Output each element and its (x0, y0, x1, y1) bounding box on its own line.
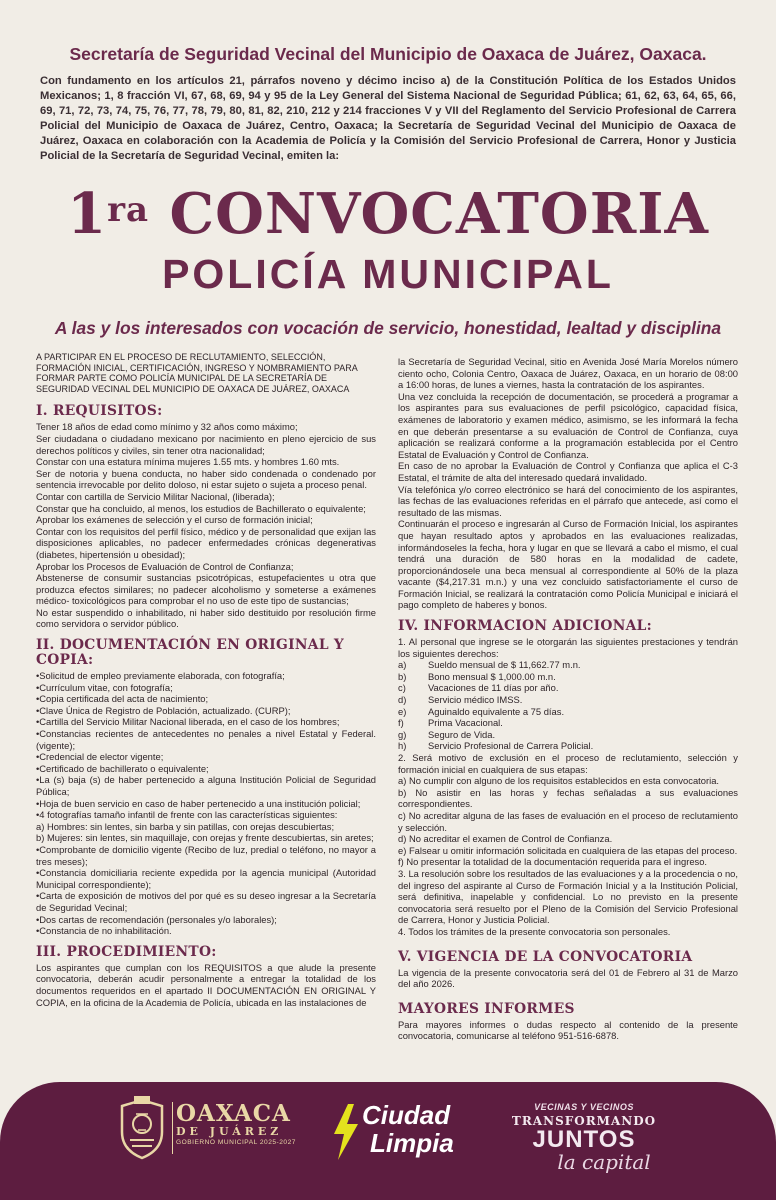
procedimiento-paragraph: Continuarán el proceso e ingresarán al Curso de Formación Inicial, los aspirantes que hayan resultado aptos y aprobados en las evaluaciones realizadas, informándoseles la fecha, hora y lugar en que se llevará a cabo el mismo, el cual tendrá una duración de 580 horas en la modalidad de cadete, proporcionándosele una beca mensual al correspondiente al 50% de la plaza vacante ($4,217.31 m.n.) y una vez concluido satisfactoriamente el curso de Formación Inicial, se realizará la contratación como Policía Municipal e iniciará el pago completo de haberes y bonos. (398, 518, 738, 611)
documento-item: •Hoja de buen servicio en caso de haber pertenecido a una institución policial; (36, 797, 361, 809)
procedimiento-paragraph: En caso de no aprobar la Evaluación de Control y Confianza que aplica el C-3 Estatal, el trámite de alta del interesado quedará invalidado. (398, 460, 738, 483)
documentacion-list (36, 670, 376, 937)
right-column (398, 356, 738, 1042)
documento-item: b) Mujeres: sin lentes, sin maquillaje, con orejas y frente descubiertas, sin aretes; (36, 832, 374, 844)
transformando-juntos-logo (504, 1102, 664, 1182)
prestacion-item (398, 694, 738, 706)
tagline: A las y los interesados con vocación de servicio, honestidad, lealtad y disciplina (54, 318, 722, 338)
exclusion-item: f) No presentar la totalidad de la documentación requerida para el ingreso. (398, 856, 708, 868)
vigencia-text: La vigencia de la presente convocatoria será del 01 de Febrero al 31 de Marzo del año 2026. (398, 966, 738, 990)
documento-item: •Comprobante de domicilio vigente (Recibo de luz, predial o teléfono, no mayor a tres meses); (36, 843, 376, 867)
prestacion-key: g) (398, 728, 407, 740)
resolution-text: 3. La resolución sobre los resultados de las evaluaciones y a la procedencia o no, del ingreso del aspirante al Curso de Formación Inicial y a la Institución Policial, será definitiva, inapelable y confidencial. Lo no previsto en la presente convocatoria será resuelto por el Pleno de la Comisión del Servicio Profesional de Carrera, Honor y Justicia Policial. (398, 867, 738, 926)
requisito-item: Constar con una estatura mínima mujeres 1.55 mts. y hombres 1.60 mts. (36, 456, 340, 468)
lead-paragraph: A PARTICIPAR EN EL PROCESO DE RECLUTAMIENTO, SELECCIÓN, FORMACIÓN INICIAL, CERTIFICACIÓN, INGRESO Y NOMBRAMIENTO PARA FORMAR PARTE COMO POLICÍA MUNICIPAL DE LA SECRETARÍA DE SEGURIDAD VECINAL DEL MUNICIPIO DE OAXACA DE JUÁREZ, OAXACA (36, 352, 358, 394)
documento-item: •Constancias recientes de antecedentes no penales a nivel Estatal y Federal. (vigente); (36, 728, 376, 751)
informes-text: Para mayores informes o dudas respecto al contenido de la presente convocatoria, comunicarse al teléfono 951-516-6878. (398, 1018, 738, 1042)
convocatoria-number: 1 (67, 181, 108, 247)
prestacion-item (398, 729, 738, 741)
prestacion-key: c) (398, 682, 406, 694)
exclusion-item: e) Falsear u omitir información solicitada en cualquiera de las etapas del proceso. (398, 844, 738, 856)
logo-divider (172, 1102, 173, 1154)
prestacion-key: h) (398, 740, 407, 752)
left-column (36, 352, 376, 1008)
prestacion-text: Seguro de Vida. (428, 728, 496, 740)
limpia-word: Limpia (370, 1128, 454, 1158)
section-procedimiento-heading: III. PROCEDIMIENTO: (36, 943, 217, 960)
oaxaca-logo (116, 1088, 306, 1168)
prestacion-item (398, 717, 738, 729)
requisito-item: Contar con los requisitos del perfil físico, médico y de personalidad que exijan las disposiciones aplicables, no padecer enfermedades crónicas degenerativas (diabetes, hipertensión u obesidad); (36, 525, 376, 560)
procedimiento-text: Los aspirantes que cumplan con los REQUISITOS a que alude la presente convocatoria, deberán acudir personalmente a entregar la totalidad de los documentos requeridos en el apartado II DOCUMENTACIÓN EN ORIGINAL Y COPIA, en la oficina de la Academia de Policía, ubicada en las instalaciones de (36, 961, 376, 1008)
section-informacion-heading: IV. INFORMACION ADICIONAL: (398, 618, 653, 635)
prestaciones-intro: 1. Al personal que ingrese se le otorgarán las siguientes prestaciones y tendrán los siguientes derechos: (398, 636, 738, 659)
documento-item: a) Hombres: sin lentes, sin barba y sin patillas, con orejas descubiertas; (36, 820, 335, 832)
procedimiento-continued (398, 356, 738, 611)
prestacion-item (398, 740, 738, 752)
section-documentacion-heading: II. DOCUMENTACIÓN EN ORIGINAL Y COPIA: (36, 637, 345, 669)
exclusion-list (398, 775, 738, 868)
prestacion-key: f) (398, 717, 404, 729)
prestacion-item (398, 682, 738, 694)
oaxaca-wordmark-sub: DE JUÁREZ (176, 1125, 283, 1138)
prestacion-text: Sueldo mensual de $ 11,662.77 m.n. (428, 659, 581, 671)
prestacion-item (398, 671, 738, 683)
prestacion-item (398, 659, 738, 671)
documento-item: •Currículum vitae, con fotografía; (36, 681, 173, 693)
ciudad-limpia-logo (332, 1102, 482, 1162)
prestacion-item (398, 706, 738, 718)
requisito-item: Aprobar los Procesos de Evaluación de Control de Confianza; (36, 560, 294, 572)
exclusion-item: b) No asistir en las horas y fechas señaladas a sus evaluaciones correspondientes. (398, 786, 738, 810)
convocatoria-word: CONVOCATORIA (149, 181, 709, 247)
documento-item: •Dos cartas de recomendación (personales y/o laborales); (36, 913, 277, 925)
documento-item: •La (s) baja (s) de haber pertenecido a alguna Institución Policial de Seguridad Pública; (36, 774, 376, 797)
documento-item: •Carta de exposición de motivos del por qué es su deseo ingresar a la Secretaría de Seguridad Vecinal; (36, 890, 376, 913)
municipal-shield-icon (116, 1096, 168, 1160)
lightning-bolt-icon (332, 1104, 360, 1160)
prestacion-key: d) (398, 694, 407, 706)
requisito-item: No estar suspendido o inhabilitado, ni haber sido destituido por resolución firme como servidora o servidor público. (36, 606, 376, 630)
prestacion-text: Servicio médico IMSS. (428, 694, 523, 706)
requisito-item: Abstenerse de consumir sustancias psicotrópicas, estupefacientes u otra que produzca efectos similares; no padecer alcoholismo y someterse a exámenes médico- toxicológicos para comprobar el no uso de este tipo de sustancias; (36, 572, 376, 607)
prestacion-text: Aguinaldo equivalente a 75 días. (428, 705, 565, 717)
oaxaca-wordmark-main: OAXACA (176, 1100, 291, 1127)
documento-item: •Cartilla del Servicio Militar Nacional liberada, en el caso de los hombres; (36, 716, 340, 728)
requisito-item: Contar con cartilla de Servicio Militar Nacional, (liberada); (36, 490, 275, 502)
requisitos-list (36, 421, 376, 630)
documento-item: •4 fotografías tamaño infantil de frente con las características siguientes: (36, 809, 338, 821)
documento-item: •Constancia de no inhabilitación. (36, 925, 172, 937)
prestacion-key: b) (398, 670, 407, 682)
position-title: POLICÍA MUNICIPAL (162, 251, 614, 297)
la-capital-text: la capital (557, 1150, 651, 1174)
requisito-item: Constar que ha concluido, al menos, los estudios de Bachillerato o equivalente; (36, 502, 366, 514)
exclusion-intro: 2. Será motivo de exclusión en el proceso de reclutamiento, selección y formación inicial en cualquiera de sus etapas: (398, 752, 738, 775)
procedimiento-paragraph: Una vez concluida la recepción de documentación, se procederá a programar a los aspirantes para sus evaluaciones de perfil psicológico, capacidad física, exámenes de laboratorio y examen médico, asimismo, se les informará la fecha en que deberán presentarse a su evaluación de Control de Confianza, cuya aplicación se realizará conforme a la programación establecida por el Centro Estatal de Evaluación y Control de Confianza. (398, 390, 738, 460)
convocatoria-ordinal: ra (107, 190, 150, 230)
documento-item: •Credencial de elector vigente; (36, 751, 164, 763)
ciudad-word: Ciudad (362, 1100, 451, 1130)
procedimiento-paragraph: la Secretaría de Seguridad Vecinal, sitio en Avenida José María Morelos número ciento ocho, Colonia Centro, Oaxaca de Juárez, Oaxaca, en un horario de 08:00 a 16:00 horas, de lunes a viernes, hasta la contratación de los aspirantes. (398, 356, 738, 391)
documento-item: •Solicitud de empleo previamente elaborada, con fotografía; (36, 670, 285, 682)
convocatoria-heading (0, 178, 776, 250)
documento-item: •Copia certificada del acta de nacimiento; (36, 693, 209, 705)
gobierno-label: GOBIERNO MUNICIPAL 2025-2027 (176, 1139, 296, 1146)
personal-text: 4. Todos los trámites de la presente convocatoria son personales. (398, 925, 671, 937)
section-requisitos-heading: I. REQUISITOS: (36, 403, 163, 420)
requisito-item: Tener 18 años de edad como mínimo y 32 años como máximo; (36, 421, 298, 433)
documento-item: •Clave Única de Registro de Población, actualizado. (CURP); (36, 704, 291, 716)
prestacion-key: e) (398, 705, 407, 717)
requisito-item: Ser ciudadana o ciudadano mexicano por nacimiento en pleno ejercicio de sus derechos políticos y civiles, sin tener otra nacionalidad; (36, 432, 376, 456)
transformando-text: TRANSFORMANDO (511, 1114, 657, 1128)
exclusion-item: a) No cumplir con alguno de los requisitos establecidos en esta convocatoria. (398, 775, 720, 787)
page-title: Secretaría de Seguridad Vecinal del Municipio de Oaxaca de Juárez, Oaxaca. (69, 44, 707, 64)
juntos-text: JUNTOS (532, 1126, 636, 1153)
prestacion-key: a) (398, 659, 407, 671)
oaxaca-wordmark (176, 1102, 306, 1147)
exclusion-item: c) No acreditar alguna de las fases de evaluación en el proceso de reclutamiento y selección. (398, 809, 738, 833)
documento-item: •Constancia domiciliaria reciente expedida por la agencia municipal (Autoridad Municipal correspondiente); (36, 867, 376, 890)
documento-item: •Certificado de bachillerato o equivalente; (36, 762, 209, 774)
section-vigencia-heading: V. VIGENCIA DE LA CONVOCATORIA (398, 948, 693, 965)
requisito-item: Ser de notoria y buena conducta, no haber sido condenada o condenado por sentencia irrevocable por delito doloso, ni estar sujeto o sujeta a proceso penal. (36, 467, 376, 491)
legal-intro: Con fundamento en los artículos 21, párrafos noveno y décimo inciso a) de la Constitución Política de los Estados Unidos Mexicanos; 1, 8 fracción VI, 67, 68, 69, 94 y 95 de la Ley General del Sistema Nacional de Seguridad Pública; 61, 62, 63, 64, 65, 66, 69, 71, 72, 73, 74, 75, 76, 77, 78, 79, 80, 81, 82, 210, 212 y 214 fracciones V y VII del Reglamento del Servicio Profesional de Carrera Policial del Municipio de Oaxaca de Juárez, Centro, Oaxaca; la Secretaría de Seguridad Vecinal del Municipio de Oaxaca de Juárez, Oaxaca en colaboración con la Academia de Policía y la Comisión del Servicio Profesional de Carrera, Honor y Justicia Policial de la Secretaría de Seguridad Vecinal, emiten la: (40, 75, 736, 162)
requisito-item: Aprobar los exámenes de selección y el curso de formación inicial; (36, 514, 313, 526)
section-informes-heading: MAYORES INFORMES (398, 1000, 575, 1017)
prestacion-text: Prima Vacacional. (428, 717, 503, 729)
prestacion-text: Bono mensual $ 1,000.00 m.n. (428, 670, 556, 682)
procedimiento-paragraph: Vía telefónica y/o correo electrónico se hará del conocimiento de los aspirantes, las fechas de las evaluaciones referidas en el párrafo que antecede, así como el resultado de las mismas. (398, 483, 738, 518)
exclusion-item: d) No acreditar el examen de Control de Confianza. (398, 833, 613, 845)
prestacion-text: Vacaciones de 11 días por año. (428, 682, 559, 694)
vecinas-vecinos-text: VECINAS Y VECINOS (534, 1102, 634, 1112)
prestaciones-list (398, 659, 738, 752)
prestacion-text: Servicio Profesional de Carrera Policial. (428, 740, 594, 752)
